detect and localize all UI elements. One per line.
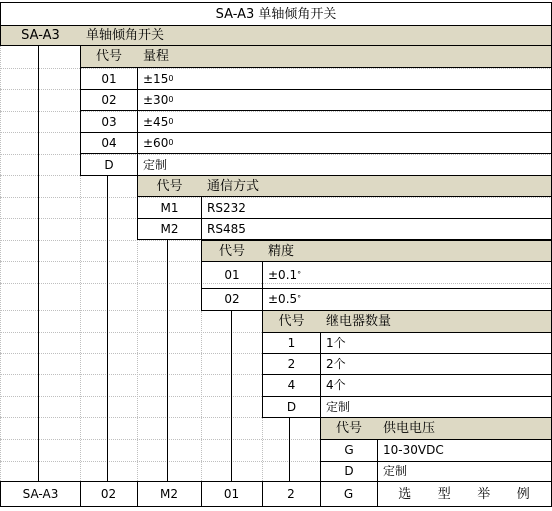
relay-value: 4个 — [320, 374, 552, 397]
example-cell: 02 — [80, 481, 138, 507]
range-value: ±60 0 — [137, 132, 552, 154]
power-name-header: 供电电压 — [377, 417, 552, 440]
range-value: ±30 0 — [137, 89, 552, 111]
relay-code-header: 代号 — [262, 310, 321, 333]
comm-code: M1 — [137, 197, 202, 219]
relay-name-header: 继电器数量 — [320, 310, 552, 333]
range-value: ±45 0 — [137, 111, 552, 133]
range-code: 01 — [80, 68, 138, 90]
precision-code: 02 — [201, 288, 263, 311]
relay-value: 定制 — [320, 396, 552, 418]
range-value: 定制 — [137, 154, 552, 176]
range-code: 02 — [80, 89, 138, 111]
comm-code: M2 — [137, 218, 202, 240]
power-value: 10-30VDC — [377, 439, 552, 462]
comm-value: RS232 — [201, 197, 552, 219]
example-label — [377, 481, 552, 507]
precision-value: ±0.1 ° — [262, 261, 552, 289]
table-title: SA-A3 单轴倾角开关 — [0, 2, 552, 26]
example-label-char: 选 — [398, 486, 412, 502]
relay-code: D — [262, 396, 321, 418]
comm-name-header: 通信方式 — [201, 175, 552, 197]
power-code: D — [320, 461, 378, 482]
example-cell: SA-A3 — [0, 481, 81, 507]
range-code: 04 — [80, 132, 138, 154]
relay-code: 4 — [262, 374, 321, 397]
precision-value: ±0.5 ° — [262, 288, 552, 311]
example-cell: G — [320, 481, 378, 507]
range-code: D — [80, 154, 138, 176]
model-description: 单轴倾角开关 — [80, 25, 552, 46]
power-value: 定制 — [377, 461, 552, 482]
precision-name-header: 精度 — [262, 240, 552, 262]
example-cell: M2 — [137, 481, 202, 507]
precision-code-header: 代号 — [201, 240, 263, 262]
range-code-header: 代号 — [80, 46, 138, 68]
precision-code: 01 — [201, 261, 263, 289]
power-code: G — [320, 439, 378, 462]
range-code: 03 — [80, 111, 138, 133]
relay-code: 2 — [262, 353, 321, 375]
relay-value: 1个 — [320, 332, 552, 354]
example-cell: 2 — [262, 481, 321, 507]
model-code: SA-A3 — [0, 25, 81, 46]
example-label-char: 举 — [477, 486, 491, 502]
relay-value: 2个 — [320, 353, 552, 375]
comm-code-header: 代号 — [137, 175, 202, 197]
relay-code: 1 — [262, 332, 321, 354]
example-cell: 01 — [201, 481, 263, 507]
example-label-char: 型 — [437, 486, 451, 502]
power-code-header: 代号 — [320, 417, 378, 440]
range-name-header: 量程 — [137, 46, 552, 68]
comm-value: RS485 — [201, 218, 552, 240]
example-label-char: 例 — [516, 486, 530, 502]
range-value: ±15 0 — [137, 68, 552, 90]
